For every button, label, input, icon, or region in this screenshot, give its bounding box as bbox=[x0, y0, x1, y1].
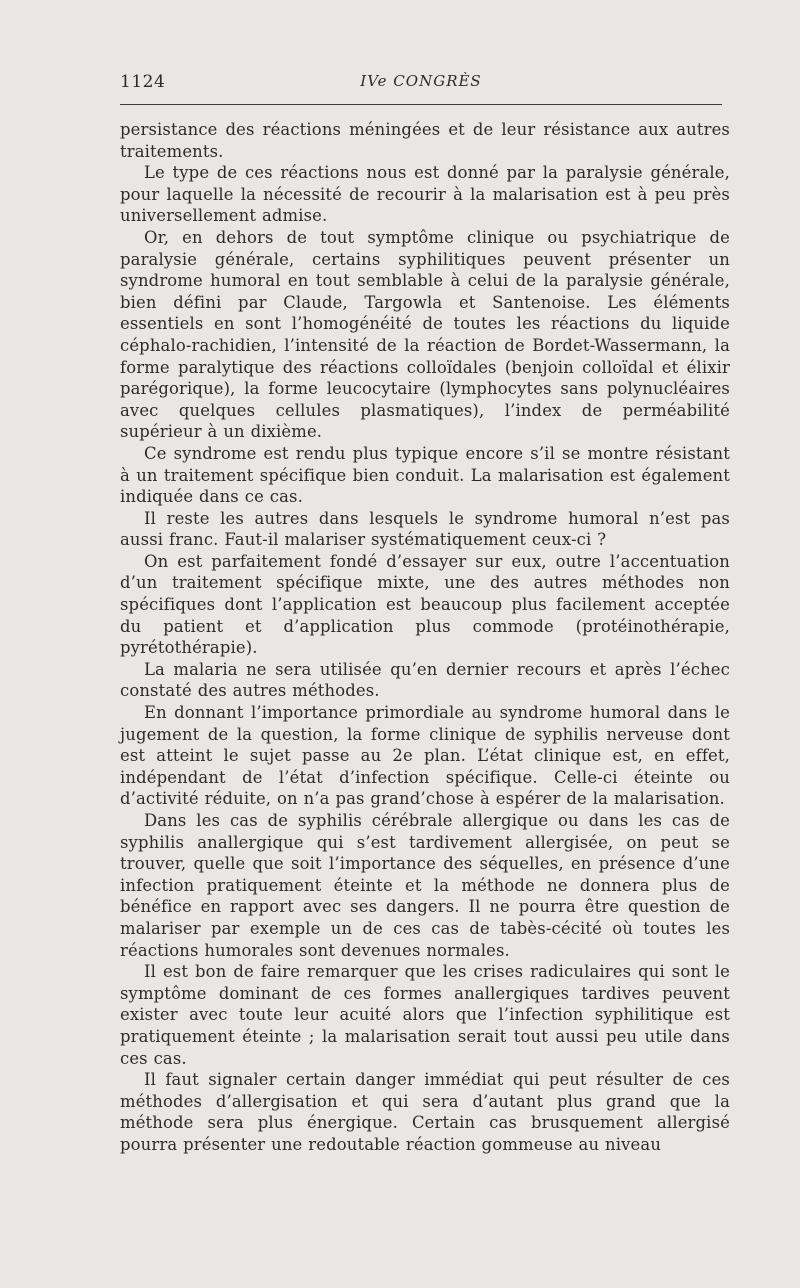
paragraph: Dans les cas de syphilis cérébrale allergique ou dans les cas de syphilis anallergique qui s’est tardivement allergisée, on peut se trouver, quelle que soit l’importance des séquelles, en présence d’une infection pratiquement éteinte et la méthode ne donnera plus de bénéfice en rapport avec ses dangers. Il ne pourra être question de malariser par exemple un de ces cas de tabès-cécité où toutes les réactions humorales sont devenues normales. bbox=[120, 811, 730, 960]
paragraph: Ce syndrome est rendu plus typique encore s’il se montre résistant à un traitement spécifique bien conduit. La malarisation est également indiquée dans ce cas. bbox=[120, 443, 730, 507]
page-number: 1124 bbox=[120, 72, 166, 92]
paragraph: En donnant l’importance primordiale au syndrome humoral dans le jugement de la question, la forme clinique de syphilis nerveuse dont est atteint le sujet passe au 2e plan. L’état clinique est, en effet, indépendant de l’état d’infection spécifique. Celle-ci éteinte ou d’activité réduite, on n’a pas grand’chose à espérer de la malarisation. bbox=[120, 703, 730, 809]
header-rule bbox=[120, 104, 722, 105]
paragraph: Il faut signaler certain danger immédiat qui peut résulter de ces méthodes d’allergisation et qui sera d’autant plus grand que la méthode sera plus énergique. Certain cas brusquement allergisé pourra présenter une redoutable réaction gommeuse au niveau bbox=[120, 1070, 730, 1154]
paragraph: Il est bon de faire remarquer que les crises radiculaires qui sont le symptôme dominant de ces formes anallergiques tardives peuvent exister avec toute leur acuité alors que l’infection syphilitique est pratiquement éteinte ; la malarisation serait tout aussi peu utile dans ces cas. bbox=[120, 962, 730, 1068]
header-title: IVe CONGRÈS bbox=[360, 72, 482, 90]
paragraph: On est parfaitement fondé d’essayer sur eux, outre l’accentuation d’un traitement spécifique mixte, une des autres méthodes non spécifiques dont l’application est beaucoup plus facilement acceptée du patient et d’application plus commode (protéinothérapie, pyrétothérapie). bbox=[120, 551, 730, 658]
paragraph: La malaria ne sera utilisée qu’en dernier recours et après l’échec constaté des autres méthodes. bbox=[120, 659, 730, 701]
running-head bbox=[120, 70, 722, 94]
paragraph: Il reste les autres dans lesquels le syndrome humoral n’est pas aussi franc. Faut-il malariser systématiquement ceux-ci ? bbox=[120, 508, 730, 550]
body-text bbox=[120, 119, 730, 1156]
paragraph: Le type de ces réactions nous est donné par la paralysie générale, pour laquelle la nécessité de recourir à la malarisation est à peu près universellement admise. bbox=[120, 163, 730, 226]
paragraph: Or, en dehors de tout symptôme clinique ou psychiatrique de paralysie générale, certains syphilitiques peuvent présenter un syndrome humoral en tout semblable à celui de la paralysie générale, bien défini par Claude, Targowla et Santenoise. Les éléments essentiels en sont l’homogénéité de toutes les réactions du liquide céphalo-rachidien, l’intensité de la réaction de Bordet-Wassermann, la forme paralytique des réactions colloïdales (benjoin colloïdal et élixir parégorique), la forme leucocytaire (lymphocytes sans polynucléaires avec quelques cellules plasmatiques), l’index de perméabilité supérieur à un dixième. bbox=[120, 227, 730, 442]
paragraph: persistance des réactions méningées et de leur résistance aux autres traitements. bbox=[120, 120, 730, 161]
